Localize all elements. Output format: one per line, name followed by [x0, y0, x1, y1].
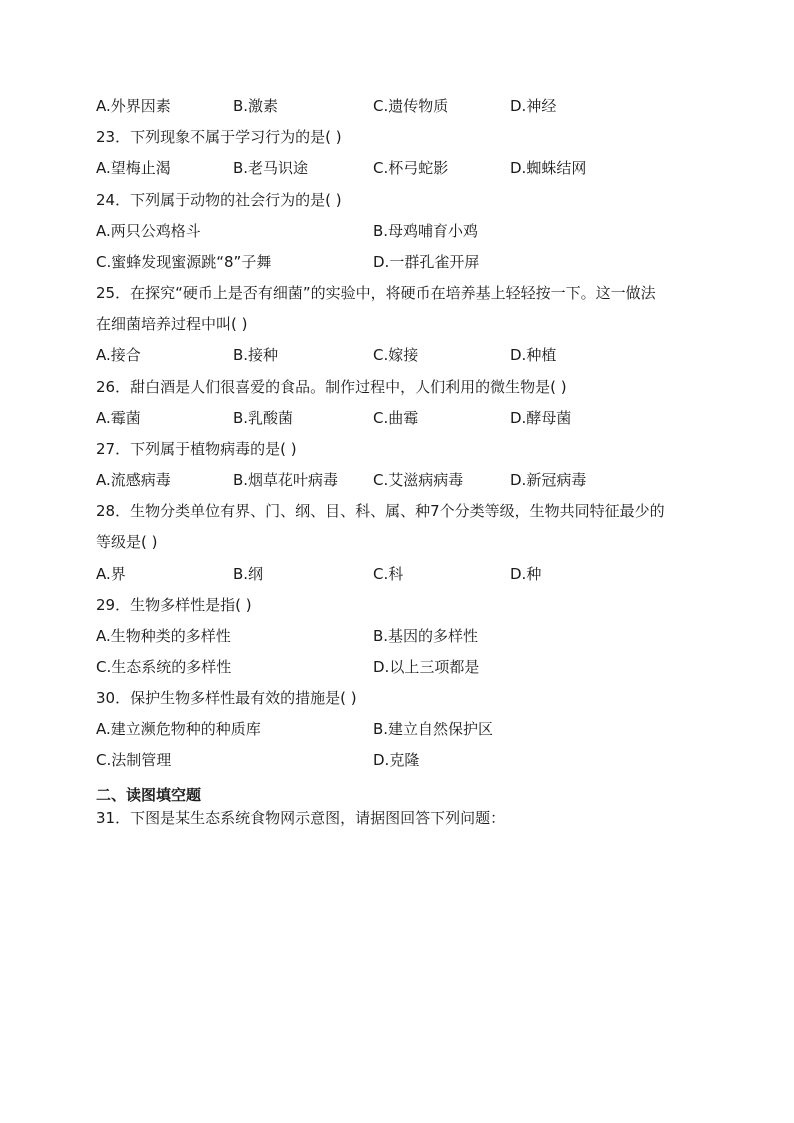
q23-option-d: D.蜘蛛结网	[510, 159, 587, 177]
q28-option-c: C.科	[373, 565, 404, 583]
q30-option-b: B.建立自然保护区	[373, 720, 494, 738]
q23-option-b: B.老马识途	[233, 159, 309, 177]
q31-stem: 31．下图是某生态系统食物网示意图，请据图回答下列问题：	[96, 809, 506, 827]
q30-option-a: A.建立濒危物种的种质库	[96, 720, 261, 738]
q28-stem-line2: 等级是( )	[96, 533, 158, 551]
q23-option-a: A.望梅止渴	[96, 159, 171, 177]
q24-option-b: B.母鸡哺育小鸡	[373, 222, 479, 240]
q25-option-d: D.种植	[510, 346, 557, 364]
q25-stem-line1: 25．在探究“硬币上是否有细菌”的实验中，将硬币在培养基上轻轻按一下。这一做法	[96, 284, 656, 302]
q27-options	[96, 470, 734, 490]
q25-stem-line2: 在细菌培养过程中叫( )	[96, 315, 248, 333]
q29-options-row2	[96, 657, 734, 677]
q27-option-b: B.烟草花叶病毒	[233, 471, 339, 489]
q24-options-row1	[96, 221, 734, 241]
q30-options-row1	[96, 719, 734, 739]
q26-option-a: A.霉菌	[96, 409, 141, 427]
q26-option-b: B.乳酸菌	[233, 409, 294, 427]
q28-option-a: A.界	[96, 565, 126, 583]
q28-stem-line1: 28．生物分类单位有界、门、纲、目、科、属、种7个分类等级，生物共同特征最少的	[96, 502, 665, 520]
q24-stem: 24．下列属于动物的社会行为的是( )	[96, 191, 342, 209]
section-title: 二、读图填空题	[96, 786, 202, 804]
q25-options	[96, 345, 734, 365]
q26-option-c: C.曲霉	[373, 409, 419, 427]
q28-option-d: D.种	[510, 565, 542, 583]
q25-option-c: C.嫁接	[373, 346, 419, 364]
q29-stem: 29．生物多样性是指( )	[96, 596, 252, 614]
q22-option-b: B.激素	[233, 97, 279, 115]
q24-option-c: C.蜜蜂发现蜜源跳“8”子舞	[96, 253, 272, 271]
q30-options-row2	[96, 750, 734, 770]
q25-option-a: A.接合	[96, 346, 141, 364]
q29-option-b: B.基因的多样性	[373, 627, 479, 645]
q26-option-d: D.酵母菌	[510, 409, 572, 427]
q27-option-a: A.流感病毒	[96, 471, 171, 489]
q27-option-c: C.艾滋病病毒	[373, 471, 464, 489]
q23-stem: 23．下列现象不属于学习行为的是( )	[96, 128, 342, 146]
q29-option-d: D.以上三项都是	[373, 658, 480, 676]
q30-option-d: D.克隆	[373, 751, 420, 769]
q28-option-b: B.纲	[233, 565, 264, 583]
q24-option-a: A.两只公鸡格斗	[96, 222, 201, 240]
q22-option-a: A.外界因素	[96, 97, 171, 115]
q23-options	[96, 158, 734, 178]
q30-option-c: C.法制管理	[96, 751, 172, 769]
q23-option-c: C.杯弓蛇影	[373, 159, 449, 177]
q22-option-d: D.神经	[510, 97, 557, 115]
q30-stem: 30．保护生物多样性最有效的措施是( )	[96, 689, 357, 707]
q29-option-c: C.生态系统的多样性	[96, 658, 232, 676]
q28-options	[96, 564, 734, 584]
q27-stem: 27．下列属于植物病毒的是( )	[96, 440, 297, 458]
q26-options	[96, 408, 734, 428]
q24-option-d: D.一群孔雀开屏	[373, 253, 480, 271]
q25-option-b: B.接种	[233, 346, 279, 364]
q29-options-row1	[96, 626, 734, 646]
q24-options-row2	[96, 252, 734, 272]
q27-option-d: D.新冠病毒	[510, 471, 587, 489]
q29-option-a: A.生物种类的多样性	[96, 627, 231, 645]
q22-options	[96, 96, 734, 116]
q22-option-c: C.遗传物质	[373, 97, 449, 115]
q26-stem: 26．甜白酒是人们很喜爱的食品。制作过程中，人们利用的微生物是( )	[96, 378, 567, 396]
